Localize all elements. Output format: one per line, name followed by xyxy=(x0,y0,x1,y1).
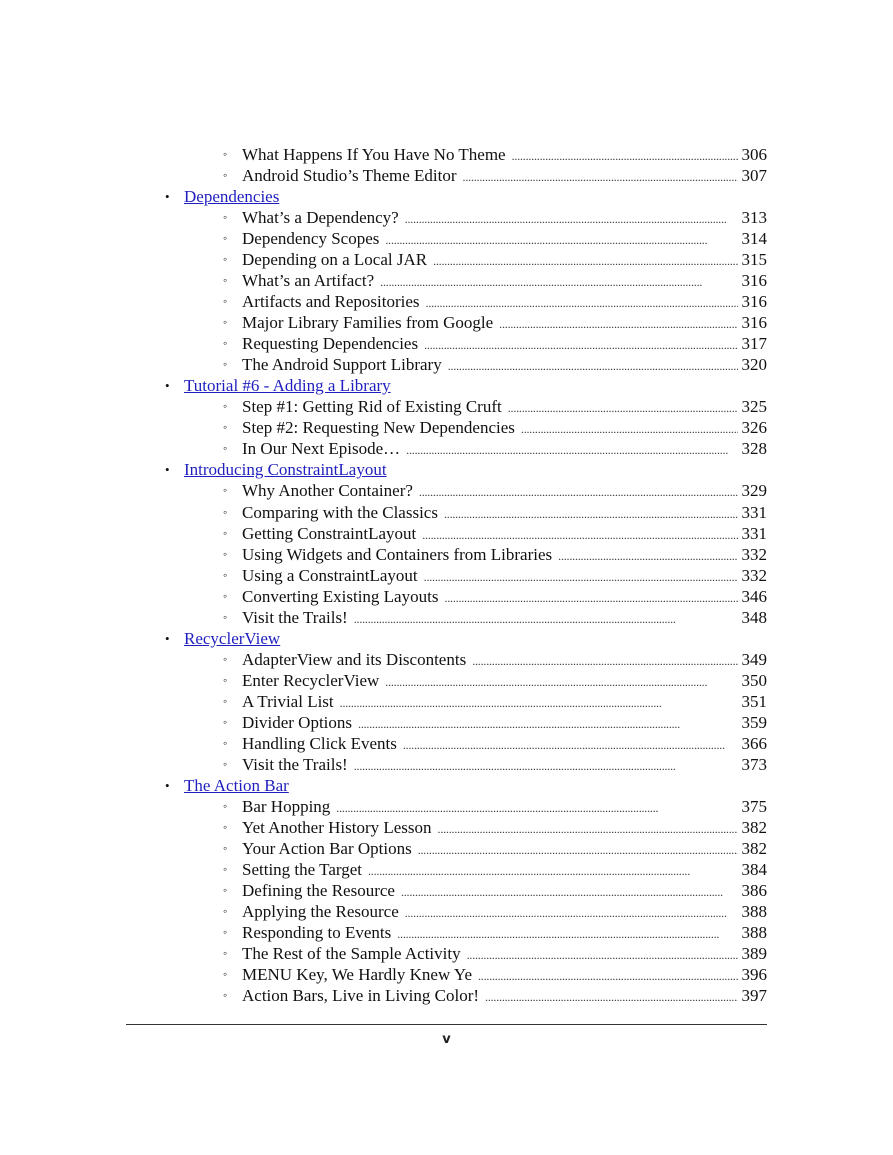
toc-section-title: Major Library Families from Google xyxy=(242,313,494,332)
toc-page-number: 351 xyxy=(741,692,767,711)
sub-bullet-icon: ◦ xyxy=(223,820,228,834)
toc-section-entry xyxy=(242,796,767,819)
toc-section-row xyxy=(0,312,893,333)
toc-section-row xyxy=(0,249,893,270)
toc-section-row xyxy=(0,607,893,628)
toc-section-row xyxy=(0,922,893,943)
dot-leader xyxy=(340,693,738,714)
toc-page-number: 375 xyxy=(741,797,767,816)
toc-page-number: 386 xyxy=(741,881,767,900)
sub-bullet-icon: ◦ xyxy=(223,673,228,687)
toc-section-row xyxy=(0,880,893,901)
toc-section-row xyxy=(0,354,893,375)
toc-section-title: Step #1: Getting Rid of Existing Cruft xyxy=(242,397,502,416)
toc-section-row xyxy=(0,733,893,754)
toc-section-title: The Android Support Library xyxy=(242,355,442,374)
sub-bullet-icon: ◦ xyxy=(223,652,228,666)
toc-section-title: Action Bars, Live in Living Color! xyxy=(242,986,480,1005)
toc-chapter-row xyxy=(0,628,893,649)
toc-section-row xyxy=(0,270,893,291)
toc-section-row xyxy=(0,480,893,501)
toc-section-row xyxy=(0,901,893,922)
sub-bullet-icon: ◦ xyxy=(223,862,228,876)
toc-section-title: MENU Key, We Hardly Knew Ye xyxy=(242,965,472,984)
dot-leader xyxy=(444,504,738,525)
dot-leader xyxy=(521,419,738,440)
toc-section-title: Handling Click Events xyxy=(242,734,397,753)
dot-leader xyxy=(354,609,738,630)
sub-bullet-icon: ◦ xyxy=(223,399,228,413)
toc-section-entry xyxy=(242,943,767,966)
toc-chapter-row xyxy=(0,375,893,396)
dot-leader xyxy=(422,525,737,546)
sub-bullet-icon: ◦ xyxy=(223,336,228,350)
toc-section-row xyxy=(0,523,893,544)
dot-leader xyxy=(463,167,738,188)
toc-section-entry xyxy=(242,207,767,230)
sub-bullet-icon: ◦ xyxy=(223,904,228,918)
toc-section-row xyxy=(0,144,893,165)
toc-section-row xyxy=(0,670,893,691)
sub-bullet-icon: ◦ xyxy=(223,231,228,245)
toc-section-title: Applying the Resource xyxy=(242,902,399,921)
toc-section-entry xyxy=(242,523,767,546)
toc-page-number: 325 xyxy=(741,397,767,416)
toc-section-title: Visit the Trails! xyxy=(242,755,348,774)
sub-bullet-icon: ◦ xyxy=(223,273,228,287)
toc-section-row xyxy=(0,964,893,985)
toc-section-title: Using a ConstraintLayout xyxy=(242,566,418,585)
sub-bullet-icon: ◦ xyxy=(223,946,228,960)
toc-page-number: 326 xyxy=(741,418,767,437)
toc-section-entry xyxy=(242,312,767,335)
toc-page-number: 332 xyxy=(741,545,767,564)
toc-section-entry xyxy=(242,396,767,419)
toc-page-number: 359 xyxy=(741,713,767,732)
sub-bullet-icon: ◦ xyxy=(223,357,228,371)
dot-leader xyxy=(405,903,738,924)
toc-section-entry xyxy=(242,291,767,314)
sub-bullet-icon: ◦ xyxy=(223,925,228,939)
toc-section-title: What’s a Dependency? xyxy=(242,208,399,227)
dot-leader xyxy=(444,588,737,609)
toc-section-entry xyxy=(242,754,767,777)
toc-page-number: 331 xyxy=(741,503,767,522)
toc-section-row xyxy=(0,943,893,964)
toc-section-entry xyxy=(242,165,767,188)
toc-section-title: Getting ConstraintLayout xyxy=(242,524,417,543)
sub-bullet-icon: ◦ xyxy=(223,967,228,981)
bullet-icon: • xyxy=(165,778,170,793)
sub-bullet-icon: ◦ xyxy=(223,547,228,561)
toc-chapter-link[interactable]: RecyclerView xyxy=(184,629,281,648)
dot-leader xyxy=(401,882,738,903)
toc-page-number: 307 xyxy=(741,166,767,185)
dot-leader xyxy=(448,356,738,377)
toc-section-title: Responding to Events xyxy=(242,923,392,942)
sub-bullet-icon: ◦ xyxy=(223,147,228,161)
toc-page-number: 348 xyxy=(741,608,767,627)
sub-bullet-icon: ◦ xyxy=(223,799,228,813)
dot-leader xyxy=(558,546,737,567)
dot-leader xyxy=(424,335,737,356)
toc-section-entry xyxy=(242,270,767,293)
toc-page-number: 388 xyxy=(741,902,767,921)
dot-leader xyxy=(508,398,738,419)
toc-section-entry xyxy=(242,901,767,924)
toc-section-entry xyxy=(242,586,767,609)
toc-chapter-row xyxy=(0,459,893,480)
sub-bullet-icon: ◦ xyxy=(223,505,228,519)
toc-section-title: A Trivial List xyxy=(242,692,334,711)
toc-section-entry xyxy=(242,922,767,945)
toc-page-number: 316 xyxy=(741,292,767,311)
toc-section-title: Setting the Target xyxy=(242,860,362,879)
toc-page-number: 313 xyxy=(741,208,767,227)
dot-leader xyxy=(424,567,738,588)
toc-chapter-link[interactable]: Introducing ConstraintLayout xyxy=(184,460,387,479)
toc-section-entry xyxy=(242,859,767,882)
toc-section-row xyxy=(0,228,893,249)
dot-leader xyxy=(433,251,737,272)
toc-section-entry xyxy=(242,691,767,714)
toc-section-title: Yet Another History Lesson xyxy=(242,818,432,837)
sub-bullet-icon: ◦ xyxy=(223,841,228,855)
toc-page-number: 317 xyxy=(741,334,767,353)
toc-section-title: Visit the Trails! xyxy=(242,608,348,627)
toc-page-number: 373 xyxy=(741,755,767,774)
toc-section-row xyxy=(0,396,893,417)
sub-bullet-icon: ◦ xyxy=(223,441,228,455)
toc-chapter-link[interactable]: The Action Bar xyxy=(184,776,289,795)
toc-section-entry xyxy=(242,502,767,525)
toc-section-entry xyxy=(242,480,767,503)
toc-section-row xyxy=(0,691,893,712)
dot-leader xyxy=(336,798,737,819)
bullet-icon: • xyxy=(165,189,170,204)
toc-section-title: In Our Next Episode… xyxy=(242,439,401,458)
toc-page-number: 315 xyxy=(741,250,767,269)
sub-bullet-icon: ◦ xyxy=(223,420,228,434)
dot-leader xyxy=(354,756,738,777)
toc-section-entry xyxy=(242,228,767,251)
toc-chapter-link[interactable]: Tutorial #6 - Adding a Library xyxy=(184,376,391,395)
dot-leader xyxy=(472,651,737,672)
sub-bullet-icon: ◦ xyxy=(223,568,228,582)
toc-section-title: Divider Options xyxy=(242,713,353,732)
toc-section-title: What Happens If You Have No Theme xyxy=(242,145,506,164)
toc-section-title: Bar Hopping xyxy=(242,797,331,816)
dot-leader xyxy=(403,735,738,756)
toc-section-entry xyxy=(242,712,767,735)
toc-section-title: Converting Existing Layouts xyxy=(242,587,439,606)
page-number: v xyxy=(442,1032,451,1047)
toc-section-entry xyxy=(242,354,767,377)
toc-page-number: 314 xyxy=(741,229,767,248)
sub-bullet-icon: ◦ xyxy=(223,715,228,729)
toc-section-entry xyxy=(242,649,767,672)
dot-leader xyxy=(485,987,737,1008)
toc-section-row xyxy=(0,502,893,523)
toc-section-entry xyxy=(242,417,767,440)
bullet-icon: • xyxy=(165,462,170,477)
toc-section-row xyxy=(0,417,893,438)
sub-bullet-icon: ◦ xyxy=(223,610,228,624)
toc-section-title: Why Another Container? xyxy=(242,481,413,500)
dot-leader xyxy=(467,945,738,966)
toc-page-number: 349 xyxy=(741,650,767,669)
footer-rule xyxy=(126,1024,767,1025)
bullet-icon: • xyxy=(165,631,170,646)
toc-section-row xyxy=(0,649,893,670)
toc-page-number: 397 xyxy=(741,986,767,1005)
toc-section-row xyxy=(0,544,893,565)
toc-section-row xyxy=(0,985,893,1006)
toc-chapter-row xyxy=(0,775,893,796)
dot-leader xyxy=(418,840,738,861)
toc-page-number: 384 xyxy=(741,860,767,879)
dot-leader xyxy=(385,230,737,251)
dot-leader xyxy=(478,966,738,987)
toc-section-title: Using Widgets and Containers from Libraries xyxy=(242,545,553,564)
toc-section-title: Artifacts and Repositories xyxy=(242,292,420,311)
toc-section-row xyxy=(0,207,893,228)
toc-chapter-row xyxy=(0,186,893,207)
toc-section-row xyxy=(0,586,893,607)
bullet-icon: • xyxy=(165,378,170,393)
sub-bullet-icon: ◦ xyxy=(223,252,228,266)
toc-page-number: 306 xyxy=(741,145,767,164)
toc-page-number: 328 xyxy=(741,439,767,458)
sub-bullet-icon: ◦ xyxy=(223,757,228,771)
toc-section-row xyxy=(0,712,893,733)
sub-bullet-icon: ◦ xyxy=(223,294,228,308)
sub-bullet-icon: ◦ xyxy=(223,736,228,750)
toc-section-entry xyxy=(242,985,767,1008)
toc-page-number: 382 xyxy=(741,818,767,837)
toc-section-title: The Rest of the Sample Activity xyxy=(242,944,461,963)
toc-page-number: 366 xyxy=(741,734,767,753)
toc-section-row xyxy=(0,754,893,775)
toc-section-title: Enter RecyclerView xyxy=(242,671,380,690)
toc-section-title: Your Action Bar Options xyxy=(242,839,412,858)
toc-section-row xyxy=(0,838,893,859)
toc-section-title: Defining the Resource xyxy=(242,881,395,900)
sub-bullet-icon: ◦ xyxy=(223,526,228,540)
toc-section-title: Dependency Scopes xyxy=(242,229,380,248)
toc-section-title: Requesting Dependencies xyxy=(242,334,419,353)
sub-bullet-icon: ◦ xyxy=(223,694,228,708)
toc-page-number: 320 xyxy=(741,355,767,374)
toc-section-entry xyxy=(242,607,767,630)
dot-leader xyxy=(380,272,737,293)
toc-page-number: 329 xyxy=(741,481,767,500)
toc-section-title: Depending on a Local JAR xyxy=(242,250,428,269)
dot-leader xyxy=(397,924,737,945)
toc-section-entry xyxy=(242,565,767,588)
toc-section-row xyxy=(0,438,893,459)
toc-section-title: What’s an Artifact? xyxy=(242,271,375,290)
toc-page-number: 332 xyxy=(741,566,767,585)
toc-section-row xyxy=(0,333,893,354)
toc-section-entry xyxy=(242,838,767,861)
dot-leader xyxy=(358,714,737,735)
toc-page-number: 350 xyxy=(741,671,767,690)
toc-section-row xyxy=(0,796,893,817)
dot-leader xyxy=(419,482,738,503)
dot-leader xyxy=(406,440,737,461)
toc-section-title: Comparing with the Classics xyxy=(242,503,438,522)
toc-chapter-link[interactable]: Dependencies xyxy=(184,187,280,206)
toc-section-row xyxy=(0,165,893,186)
sub-bullet-icon: ◦ xyxy=(223,483,228,497)
dot-leader xyxy=(405,209,738,230)
toc-section-row xyxy=(0,817,893,838)
toc-section-entry xyxy=(242,880,767,903)
dot-leader xyxy=(385,672,737,693)
dot-leader xyxy=(426,293,738,314)
toc-section-entry xyxy=(242,249,767,272)
toc-section-entry xyxy=(242,670,767,693)
toc-page-number: 346 xyxy=(741,587,767,606)
dot-leader xyxy=(499,314,737,335)
sub-bullet-icon: ◦ xyxy=(223,883,228,897)
toc-section-entry xyxy=(242,438,767,461)
sub-bullet-icon: ◦ xyxy=(223,168,228,182)
toc-section-entry xyxy=(242,144,767,167)
toc-page-number: 316 xyxy=(741,271,767,290)
sub-bullet-icon: ◦ xyxy=(223,589,228,603)
toc-section-title: Android Studio’s Theme Editor xyxy=(242,166,457,185)
toc-page-number: 396 xyxy=(741,965,767,984)
sub-bullet-icon: ◦ xyxy=(223,315,228,329)
dot-leader xyxy=(438,819,738,840)
toc-section-title: AdapterView and its Discontents xyxy=(242,650,467,669)
toc-page-number: 382 xyxy=(741,839,767,858)
toc-section-row xyxy=(0,291,893,312)
sub-bullet-icon: ◦ xyxy=(223,988,228,1002)
toc-section-row xyxy=(0,565,893,586)
toc-page-number: 389 xyxy=(741,944,767,963)
dot-leader xyxy=(512,146,738,167)
sub-bullet-icon: ◦ xyxy=(223,210,228,224)
toc-section-entry xyxy=(242,544,767,567)
toc-section-entry xyxy=(242,964,767,987)
toc-page-number: 316 xyxy=(741,313,767,332)
dot-leader xyxy=(368,861,738,882)
toc-section-entry xyxy=(242,333,767,356)
toc-section-row xyxy=(0,859,893,880)
toc-section-entry xyxy=(242,733,767,756)
toc-page-number: 388 xyxy=(741,923,767,942)
toc-section-title: Step #2: Requesting New Dependencies xyxy=(242,418,515,437)
toc-page-number: 331 xyxy=(741,524,767,543)
toc-section-entry xyxy=(242,817,767,840)
